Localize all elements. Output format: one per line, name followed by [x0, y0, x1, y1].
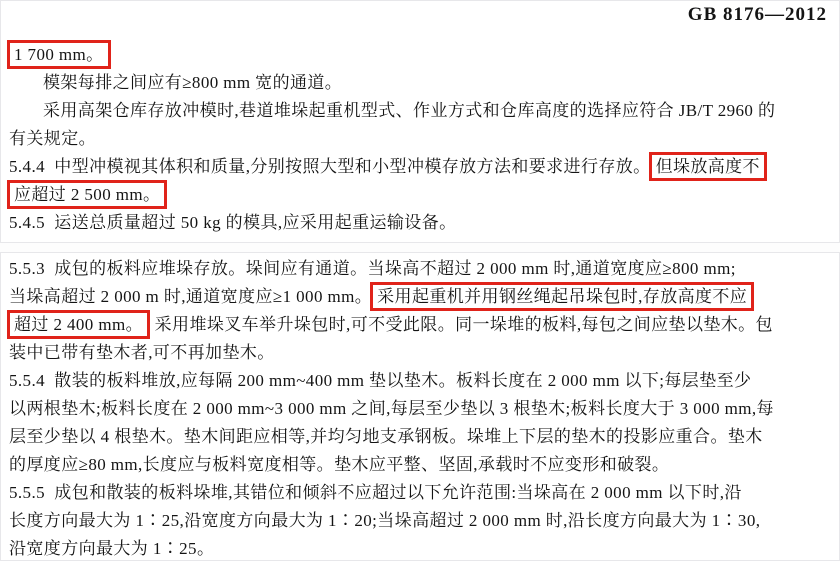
text-line	[9, 479, 833, 507]
text-line	[9, 451, 833, 479]
standard-number-header: GB 8176—2012	[687, 4, 827, 25]
text-line	[9, 97, 833, 125]
document-section-lower	[0, 252, 840, 561]
text-line	[9, 255, 833, 283]
text-line	[9, 209, 833, 237]
text-segment: 5.4.5 运送总质量超过 50 kg 的模具,应采用起重运输设备。	[9, 213, 457, 232]
text-segment: 沿宽度方向最大为 1∶25。	[9, 539, 215, 558]
text-segment: 装中已带有垫木者,可不再加垫木。	[9, 343, 275, 362]
highlight-box: 超过 2 400 mm。	[7, 310, 150, 339]
text-segment: 5.5.4 散装的板料堆放,应每隔 200 mm~400 mm 垫以垫木。板料长度在 2 000 mm 以下;每层垫至少	[9, 371, 752, 390]
text-line	[9, 283, 833, 311]
text-segment: 模架每排之间应有≥800 mm 宽的通道。	[43, 73, 343, 92]
document-section-upper	[0, 0, 840, 243]
highlight-box: 应超过 2 500 mm。	[7, 180, 167, 209]
highlight-box: 1 700 mm。	[7, 40, 111, 69]
text-line	[9, 423, 833, 451]
section-divider	[0, 243, 840, 252]
text-segment: 以两根垫木;板料长度在 2 000 mm~3 000 mm 之间,每层至少垫以 3 根垫木;板料长度大于 3 000 mm,每	[9, 399, 774, 418]
text-segment: 当垛高超过 2 000 m 时,通道宽度应≥1 000 mm。	[9, 287, 373, 306]
text-line	[9, 153, 833, 181]
text-segment: 采用高架仓库存放冲模时,巷道堆垛起重机型式、作业方式和仓库高度的选择应符合 JB/T 2960 的	[43, 101, 776, 120]
text-line	[9, 339, 833, 367]
text-line	[9, 41, 833, 69]
text-segment: 层至少垫以 4 根垫木。垫木间距应相等,并均匀地支承钢板。垛堆上下层的垫木的投影应重合。垫木	[9, 427, 763, 446]
text-line	[9, 395, 833, 423]
text-line	[9, 367, 833, 395]
text-line	[9, 311, 833, 339]
text-line	[9, 181, 833, 209]
text-block-upper	[1, 41, 839, 237]
text-segment: 有关规定。	[9, 129, 96, 148]
text-line	[9, 69, 833, 97]
text-block-lower	[1, 255, 839, 561]
text-segment: 的厚度应≥80 mm,长度应与板料宽度相等。垫木应平整、坚固,承载时不应变形和破裂。	[9, 455, 670, 474]
text-segment: 5.5.5 成包和散装的板料垛堆,其错位和倾斜不应超过以下允许范围:当垛高在 2 000 mm 以下时,沿	[9, 483, 742, 502]
text-line	[9, 535, 833, 561]
text-segment: 5.4.4 中型冲模视其体积和质量,分别按照大型和小型冲模存放方法和要求进行存放。	[9, 157, 651, 176]
text-line	[9, 507, 833, 535]
text-segment: 采用堆垛叉车举升垛包时,可不受此限。同一垛堆的板料,每包之间应垫以垫木。包	[150, 315, 773, 334]
text-segment: 5.5.3 成包的板料应堆垛存放。垛间应有通道。当垛高不超过 2 000 mm 时,通道宽度应≥800 mm;	[9, 259, 736, 278]
text-segment: 长度方向最大为 1∶25,沿宽度方向最大为 1∶20;当垛高超过 2 000 mm 时,沿长度方向最大为 1∶30,	[9, 511, 761, 530]
highlight-box: 但垛放高度不	[649, 152, 767, 181]
highlight-box: 采用起重机并用钢丝绳起吊垛包时,存放高度不应	[370, 282, 754, 311]
text-line	[9, 125, 833, 153]
